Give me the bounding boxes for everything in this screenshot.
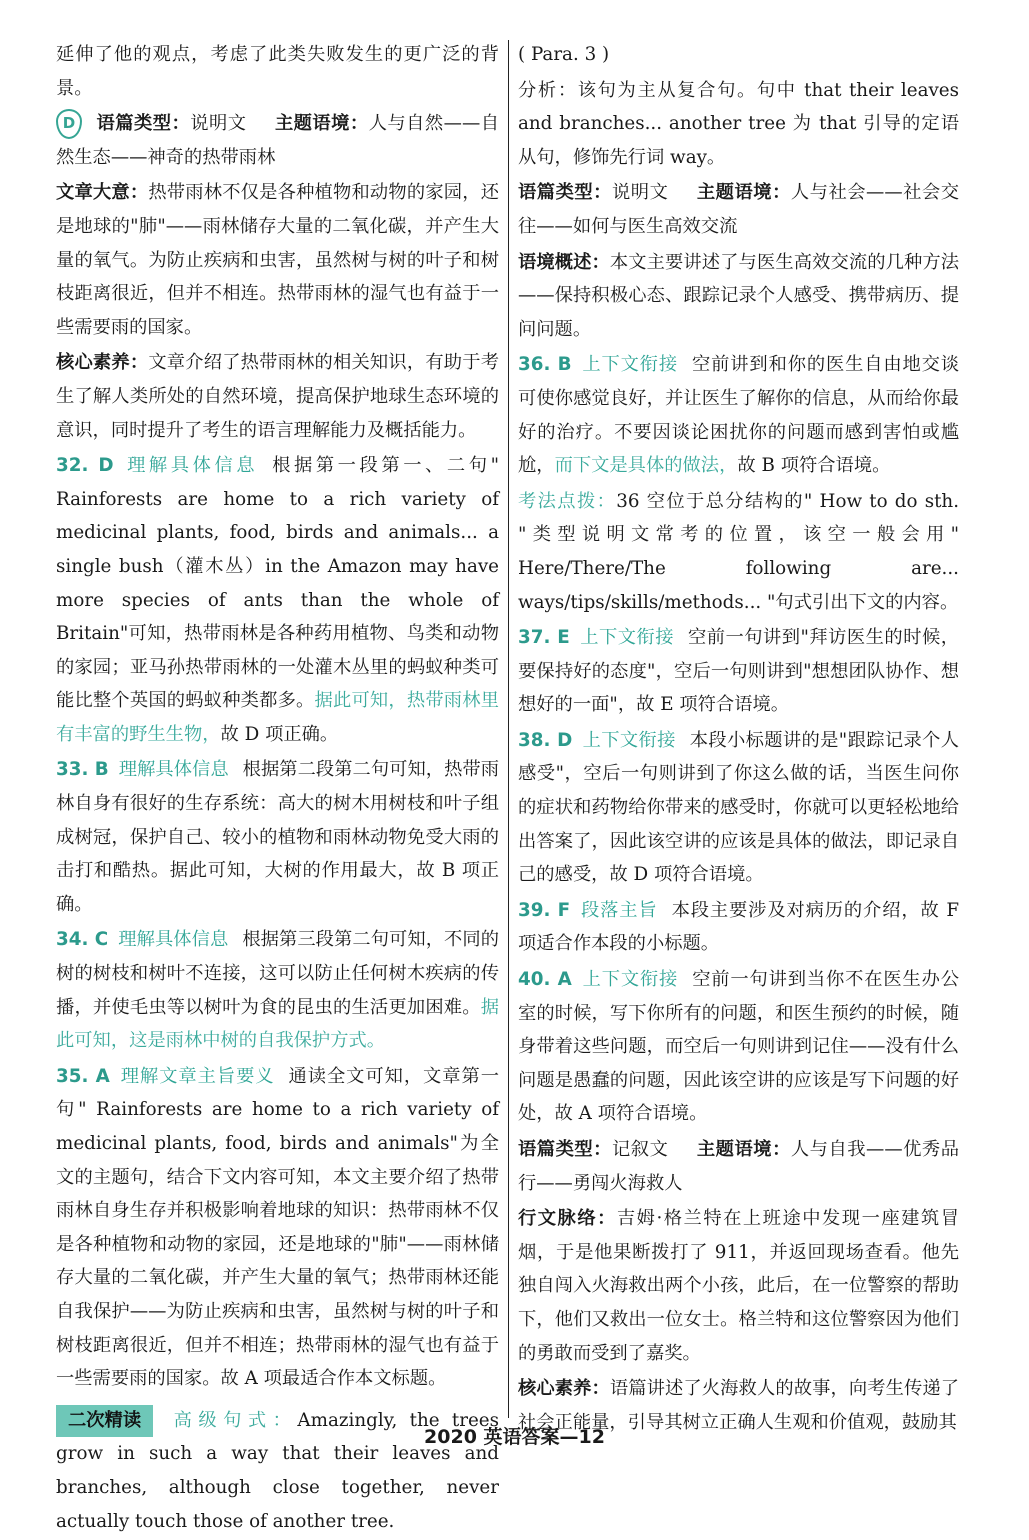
core-label: 核心素养： — [518, 1378, 610, 1400]
answer-36 — [518, 348, 959, 482]
answer-tag: 上下文衔接 — [582, 729, 676, 751]
main-idea-text: 热带雨林不仅是各种植物和动物的家园，还是地球的"肺"——雨林储存大量的二氧化碳，并产生大量的氧气。为防止疾病和虫害，虽然树与树的叶子和树枝距离很近，但并不相连。热带雨林的湿气也有益于一些需要雨的国家。 — [56, 182, 500, 338]
answer-tag: 上下文衔接 — [581, 969, 679, 991]
answer-highlight: 而下文是具体的做法， — [554, 455, 738, 477]
right-column — [518, 38, 959, 1441]
answer-text: 通读全文可知，文章第一句" Rainforests are home to a rich variety of medicinal plants, food, birds and animals"为全文的主题句，结合下文内容可知，本文主要介绍了热带雨林自身生存并积极影响着地球的知识：热带雨林不仅是各种植物和动物的家园，还是地球的"肺"——雨林储存大量的二氧化碳，并产生大量的氧气；热带雨林还能自我保护——为防止疾病和虫害，虽然树与树的叶子和树枝距离很近，但并不相连；热带雨林的湿气也有益于一些需要雨的国家。故 A 项最适合作本文标题。 — [56, 1065, 499, 1390]
continued-paragraph: 延伸了他的观点，考虑了此类失败发生的更广泛的背景。 — [56, 44, 499, 99]
answer-text: 空前讲到和你的医生自由地交谈可使你感觉良好，并让医生了解你的信息，从而给你最好的治疗。不要因谈论困扰你的问题而感到害怕或尴尬， — [518, 354, 960, 477]
passage-d-main-idea — [56, 176, 499, 344]
type-value: 说明文 — [611, 182, 669, 204]
answer-text: 根据第一段第一、二句" Rainforests are home to a rich variety of medicinal plants, food, birds and animals... a single bush（灌木丛）in the Amazon may have more species of ants than the whole of Britain"可知，热带雨林是各种药用植物、鸟类和动物的家园；亚马孙热带雨林的一处灌木丛里的蚂蚁种类可能比整个英国的蚂蚁种类都多。 — [56, 455, 499, 712]
answer-number: 34. C — [56, 929, 109, 951]
answer-35 — [56, 1060, 499, 1396]
main-idea-label: 文章大意： — [56, 182, 149, 204]
answer-39 — [518, 894, 959, 961]
type-value: 记叙文 — [611, 1139, 669, 1160]
answer-38 — [518, 724, 959, 892]
answer-number: 37. E — [518, 627, 570, 649]
theme-value: 人与自我——优秀品行——勇闯火海救人 — [518, 1139, 960, 1194]
core-label: 核心素养： — [56, 352, 149, 374]
tip-text: 36 空位于总分结构的" How to do sth. "类型说明文常考的位置，该空一般会用" Here/There/The following are... ways/tips/skills/methods... "句式引出下文的内容。 — [518, 490, 960, 613]
answer-tag: 理解具体信息 — [118, 929, 229, 951]
answer-text: 空前一句讲到当你不在医生办公室的时候，写下你所有的问题，和医生预约的时候，随身带着这些问题，而空后一句则讲到记住——没有什么问题是愚蠢的问题，因此该空讲的应该是写下问题的好处，故 A 项符合语境。 — [518, 969, 960, 1125]
answer-text: 本段小标题讲的是"跟踪记录个人感受"，空后一句则讲到了你这么做的话，当医生问你的症状和药物给你带来的感受时，你就可以更轻松地给出答案了，因此该空讲的应该是具体的做法，即记录自己的感受，故 D 项符合语境。 — [518, 729, 959, 886]
passage-d-core — [56, 346, 499, 447]
theme-label: 主题语境： — [274, 113, 369, 135]
advanced-text: Amazingly, the trees grow in such a way that their leaves and branches, although close together, never actually touch those of another tree. — [56, 1409, 499, 1532]
overview-label: 语境概述： — [518, 251, 610, 273]
answer-highlight: 据此可知，这是雨林中树的自我保护方式。 — [56, 996, 499, 1052]
core-text: 文章介绍了热带雨林的相关知识，有助于考生了解人类所处的自然环境，提高保护地球生态环境的意识，同时提升了考生的语言理解能力及概括能力。 — [56, 352, 500, 441]
theme-value: 人与自然——自然生态——神奇的热带雨林 — [56, 113, 499, 168]
advanced-label: 高级句式： — [167, 1409, 298, 1431]
answer-tag: 上下文衔接 — [581, 354, 679, 376]
paragraph-reference: ( Para. 3 ) — [518, 44, 610, 65]
page-footer: 2020 英语答案—12 — [424, 1426, 605, 1448]
answer-32 — [56, 449, 499, 751]
answer-tag: 段落主旨 — [580, 899, 658, 921]
answer-text: 根据第二段第二句可知，热带雨林自身有很好的生存系统：高大的树木用树枝和叶子组成树冠，保护自己、较小的植物和雨林动物免受大雨的击打和酷热。据此可知，大树的作用最大，故 B 项正确。 — [56, 759, 500, 915]
passage-d-icon: D — [56, 109, 82, 139]
answer-tag: 理解文章主旨要义 — [119, 1065, 275, 1087]
theme-value: 人与社会——社会交往——如何与医生高效交流 — [518, 182, 960, 237]
answer-tag: 理解具体信息 — [123, 455, 259, 477]
answer-number: 38. D — [518, 729, 573, 751]
answer-number: 32. D — [56, 455, 114, 477]
exam-tip — [518, 485, 959, 619]
theme-label: 主题语境： — [696, 1139, 791, 1160]
overview-text: 本文主要讲述了与医生高效交流的几种方法——保持积极心态、跟踪记录个人感受、携带病历、提问问题。 — [518, 251, 960, 340]
answer-number: 39. F — [518, 899, 571, 921]
analysis — [518, 74, 959, 175]
column-divider — [508, 40, 509, 1418]
answer-text: 空前一句讲到"拜访医生的时候，要保持好的态度"，空后一句则讲到"想想团队协作、想想好的一面"，故 E 项符合语境。 — [518, 627, 959, 716]
analysis-text: 该句为主从复合句。句中 that their leaves and branches... another tree 为 that 引导的定语从句，修饰先行词 way。 — [518, 79, 960, 168]
passage-e-overview — [518, 246, 959, 347]
answer-40 — [518, 963, 959, 1131]
passage-d-type — [56, 107, 499, 174]
answer-37 — [518, 621, 959, 722]
type-label: 语篇类型： — [96, 113, 191, 135]
answer-34 — [56, 923, 499, 1057]
answer-number: 40. A — [518, 969, 572, 991]
answer-number: 33. B — [56, 759, 109, 781]
answer-number: 35. A — [56, 1065, 110, 1087]
passage-f-flow — [518, 1202, 959, 1370]
answer-33 — [56, 753, 499, 921]
left-column — [56, 38, 499, 1540]
flow-label: 行文脉络： — [518, 1208, 617, 1230]
passage-f-type — [518, 1133, 959, 1200]
answer-text: 本段主要涉及对病历的介绍，故 F 项适合作本段的小标题。 — [518, 899, 960, 955]
reread-badge: 二次精读 — [56, 1405, 153, 1437]
passage-e-type — [518, 176, 959, 243]
answer-tag: 理解具体信息 — [118, 759, 229, 781]
type-label: 语篇类型： — [518, 1139, 612, 1160]
type-label: 语篇类型： — [518, 182, 612, 204]
answer-tag: 上下文衔接 — [579, 627, 674, 649]
type-value: 说明文 — [190, 113, 247, 135]
answer-text: 根据第三段第二句可知，不同的树的树枝和树叶不连接，这可以防止任何树木疾病的传播，并使毛虫等以树叶为食的昆虫的生活更加困难。 — [56, 929, 500, 1018]
theme-label: 主题语境： — [696, 182, 791, 204]
core-text: 语篇讲述了火海救人的故事，向考生传递了社会正能量，引导其树立正确人生观和价值观，鼓励其 — [518, 1378, 960, 1433]
flow-text: 吉姆·格兰特在上班途中发现一座建筑冒烟，于是他果断拨打了 911，并返回现场查看。他先独自闯入火海救出两个小孩，此后，在一位警察的帮助下，他们又救出一位女士。格兰特和这位警察因为他们的勇敢而受到了嘉奖。 — [518, 1208, 959, 1364]
tip-label: 考法点拨： — [518, 490, 617, 512]
answer-end: 故 B 项符合语境。 — [737, 455, 891, 477]
answer-end: 故 D 项正确。 — [220, 723, 339, 745]
answer-highlight: 据此可知，热带雨林里有丰富的野生生物， — [56, 690, 500, 745]
analysis-label: 分析： — [518, 79, 578, 101]
answer-number: 36. B — [518, 354, 572, 376]
